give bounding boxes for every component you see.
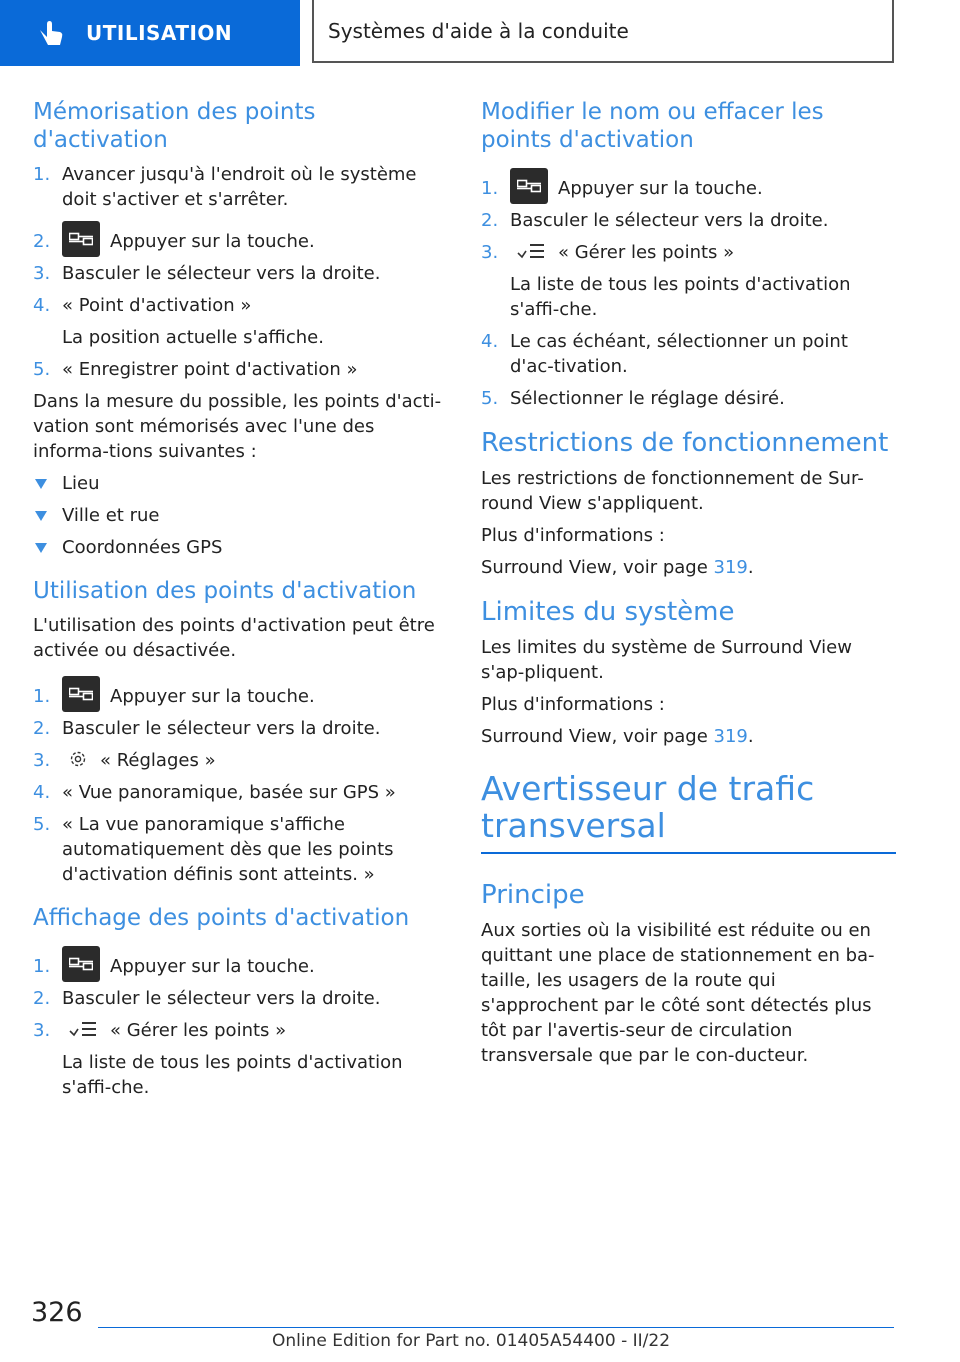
list-item: 4. « Point d'activation » La position actuelle s'affiche. [33, 295, 324, 348]
heading-limites: Limites du système [481, 597, 735, 627]
chapter-tab [312, 0, 894, 63]
chapter-title: Systèmes d'aide à la conduite [328, 18, 629, 43]
page-number: 326 [31, 1297, 83, 1328]
gear-icon [68, 749, 88, 769]
surround-view-button-icon [62, 946, 100, 982]
heading-affichage: Affichage des points d'activation [33, 905, 410, 931]
list-item: 2. Basculer le sélecteur vers la droite. [481, 210, 829, 231]
edition-note: Online Edition for Part no. 01405A54400 - II/22 [272, 1331, 671, 1351]
surround-view-button-icon [62, 676, 100, 712]
bullet-item: Ville et rue [33, 503, 448, 528]
paragraph: Les restrictions de fonctionnement de Sur-round View s'appliquent. [481, 468, 864, 514]
right-column [481, 98, 896, 1075]
bullet-item: Lieu [33, 471, 448, 496]
list-item: 5. « Enregistrer point d'activation » [33, 359, 358, 380]
heading-principe: Principe [481, 880, 585, 910]
list-item: 3. « Gérer les points » La liste de tous les points d'activation s'affi-che. [481, 242, 851, 320]
paragraph: Aux sorties où la visibilité est réduite ou en quittant une place de stationnement en ba-taille, les usagers de la route qui s'approchent par le côté sont détectés plus tôt par l'avertis-seur de circulation transversale que par le con-ducteur. [481, 920, 875, 1066]
heading-memorisation: Mémorisation des points d'activation [33, 99, 316, 153]
list-item: 1. Appuyer sur la touche. [33, 684, 448, 709]
heading-modifier: Modifier le nom ou effacer les points d'activation [481, 99, 824, 153]
page-reference: Surround View, voir page 319. [481, 557, 754, 578]
list-item: 5. Sélectionner le réglage désiré. [481, 388, 785, 409]
paragraph: Dans la mesure du possible, les points d'acti-vation sont mémorisés avec l'une des informa-tions suivantes : [33, 391, 442, 462]
triangle-bullet-icon [35, 543, 47, 553]
surround-view-button-icon [510, 168, 548, 204]
list-item: 2. Appuyer sur la touche. [33, 229, 448, 254]
triangle-bullet-icon [35, 511, 47, 521]
list-item: 5. « La vue panoramique s'affiche automatiquement dès que les points d'activation définis sont atteints. » [33, 814, 394, 885]
section-title: UTILISATION [86, 21, 233, 45]
list-item: 1. Avancer jusqu'à l'endroit où le système doit s'activer et s'arrêter. [33, 164, 417, 210]
list-item: 1. Appuyer sur la touche. [33, 954, 448, 979]
activation-points-icon [516, 241, 546, 261]
section-tab [0, 0, 300, 66]
page-reference: Surround View, voir page 319. [481, 726, 754, 747]
paragraph: Plus d'informations : [481, 525, 665, 546]
paragraph: Plus d'informations : [481, 694, 665, 715]
chapter-heading: Avertisseur de trafic transversal [481, 769, 815, 845]
page-header [0, 0, 960, 66]
list-item: 2. Basculer le sélecteur vers la droite. [33, 988, 381, 1009]
pointing-hand-icon [34, 16, 68, 50]
surround-view-button-icon [62, 221, 100, 257]
page-link[interactable]: 319 [713, 557, 748, 578]
paragraph: L'utilisation des points d'activation peut être activée ou désactivée. [33, 615, 435, 661]
footer-rule [98, 1327, 894, 1328]
activation-points-icon [68, 1019, 98, 1039]
list-item: 3. « Gérer les points » La liste de tous les points d'activation s'affi-che. [33, 1020, 403, 1098]
page-link[interactable]: 319 [713, 726, 748, 747]
list-item: 4. Le cas échéant, sélectionner un point d'ac-tivation. [481, 331, 848, 377]
bullet-item: Coordonnées GPS [33, 535, 448, 560]
paragraph: Les limites du système de Surround View s'ap-pliquent. [481, 637, 852, 683]
left-column [33, 98, 448, 1107]
list-item: 3. Basculer le sélecteur vers la droite. [33, 263, 381, 284]
list-item: 2. Basculer le sélecteur vers la droite. [33, 718, 381, 739]
triangle-bullet-icon [35, 479, 47, 489]
list-item: 4. « Vue panoramique, basée sur GPS » [33, 782, 396, 803]
heading-restrictions: Restrictions de fonctionnement [481, 428, 889, 458]
heading-utilisation: Utilisation des points d'activation [33, 578, 417, 604]
list-item: 3. « Réglages » [33, 750, 216, 771]
list-item: 1. Appuyer sur la touche. [481, 176, 896, 201]
